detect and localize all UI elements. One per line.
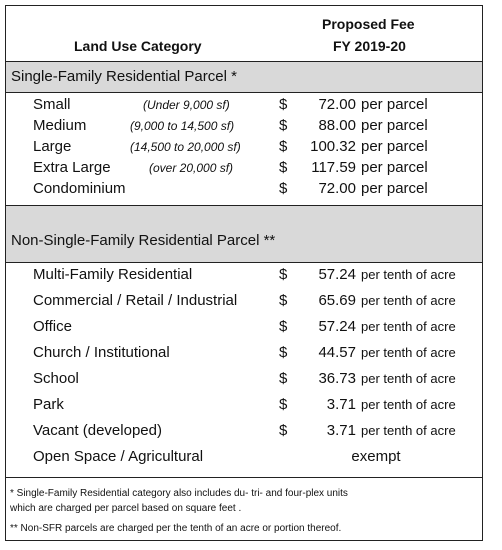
section-title: Non-Single-Family Residential Parcel ** (11, 232, 276, 249)
footnotes (6, 477, 482, 542)
land-use-category-header: Land Use Category (74, 38, 202, 54)
currency-symbol: $ (279, 266, 288, 283)
currency-symbol: $ (279, 180, 288, 197)
table-row (6, 318, 482, 338)
footnote-single-family-cont: which are charged per parcel based on square feet . (10, 503, 242, 514)
section-non-single-family (6, 205, 482, 263)
size-range: (Under 9,000 sf) (143, 98, 230, 112)
table-row (6, 396, 482, 416)
category-name: Open Space / Agricultural (33, 448, 204, 465)
fiscal-year-header: FY 2019-20 (333, 38, 406, 54)
fee-unit: per tenth of acre (361, 423, 456, 438)
fee-table (5, 5, 483, 541)
category-name: School (33, 370, 79, 387)
fee-amount: 65.69 (318, 292, 356, 309)
size-range: (9,000 to 14,500 sf) (130, 119, 235, 133)
table-row (6, 266, 482, 286)
currency-symbol: $ (279, 138, 288, 155)
fee-unit: per parcel (361, 159, 428, 176)
fee-amount: 88.00 (318, 117, 356, 134)
fee-unit: per tenth of acre (361, 397, 456, 412)
currency-symbol: $ (279, 117, 288, 134)
category-name: Office (33, 318, 72, 335)
currency-symbol: $ (279, 159, 288, 176)
fee-amount: 72.00 (318, 180, 356, 197)
currency-symbol: $ (279, 422, 288, 439)
table-row (6, 370, 482, 390)
section-single-family (6, 61, 482, 93)
section-title: Single-Family Residential Parcel * (11, 68, 237, 85)
fee-unit: per tenth of acre (361, 267, 456, 282)
fee-unit: per parcel (361, 117, 428, 134)
category-name: Vacant (developed) (33, 422, 162, 439)
fee-amount: 100.32 (310, 138, 356, 155)
fee-amount: 3.71 (326, 422, 356, 439)
fee-amount: 72.00 (318, 96, 356, 113)
fee-amount: 3.71 (326, 396, 356, 413)
category-name: Small (33, 96, 71, 113)
category-name: Extra Large (33, 159, 111, 176)
table-row (6, 117, 482, 137)
currency-symbol: $ (279, 96, 288, 113)
footnote-single-family: * Single-Family Residential category also includes du- tri- and four-plex units (10, 488, 348, 499)
table-row (6, 180, 482, 200)
fee-unit: per parcel (361, 138, 428, 155)
fee-unit: per tenth of acre (361, 319, 456, 334)
category-name: Multi-Family Residential (33, 266, 193, 283)
category-name: Medium (33, 117, 87, 134)
table-row (6, 159, 482, 179)
currency-symbol: $ (279, 292, 288, 309)
category-name: Commercial / Retail / Industrial (33, 292, 238, 309)
size-range: (over 20,000 sf) (149, 161, 234, 175)
footnote-non-sfr: ** Non-SFR parcels are charged per the tenth of an acre or portion thereof. (10, 523, 342, 534)
table-row (6, 344, 482, 364)
fee-unit: per tenth of acre (361, 293, 456, 308)
table-row (6, 422, 482, 442)
category-name: Condominium (33, 180, 126, 197)
fee-unit: per tenth of acre (361, 371, 456, 386)
fee-unit: per parcel (361, 180, 428, 197)
table-row (6, 138, 482, 158)
currency-symbol: $ (279, 396, 288, 413)
fee-amount: 117.59 (311, 159, 356, 176)
exempt-value: exempt (351, 448, 401, 465)
currency-symbol: $ (279, 344, 288, 361)
category-name: Large (33, 138, 72, 155)
size-range: (14,500 to 20,000 sf) (130, 140, 241, 154)
fee-amount: 44.57 (318, 344, 356, 361)
currency-symbol: $ (279, 370, 288, 387)
fee-unit: per parcel (361, 96, 428, 113)
fee-amount: 57.24 (318, 318, 356, 335)
fee-amount: 36.73 (318, 370, 356, 387)
category-name: Church / Institutional (33, 344, 170, 361)
category-name: Park (33, 396, 64, 413)
table-row (6, 292, 482, 312)
table-row (6, 448, 482, 468)
fee-amount: 57.24 (318, 266, 356, 283)
fee-unit: per tenth of acre (361, 345, 456, 360)
currency-symbol: $ (279, 318, 288, 335)
proposed-fee-header: Proposed Fee (322, 16, 415, 32)
table-row (6, 96, 482, 116)
